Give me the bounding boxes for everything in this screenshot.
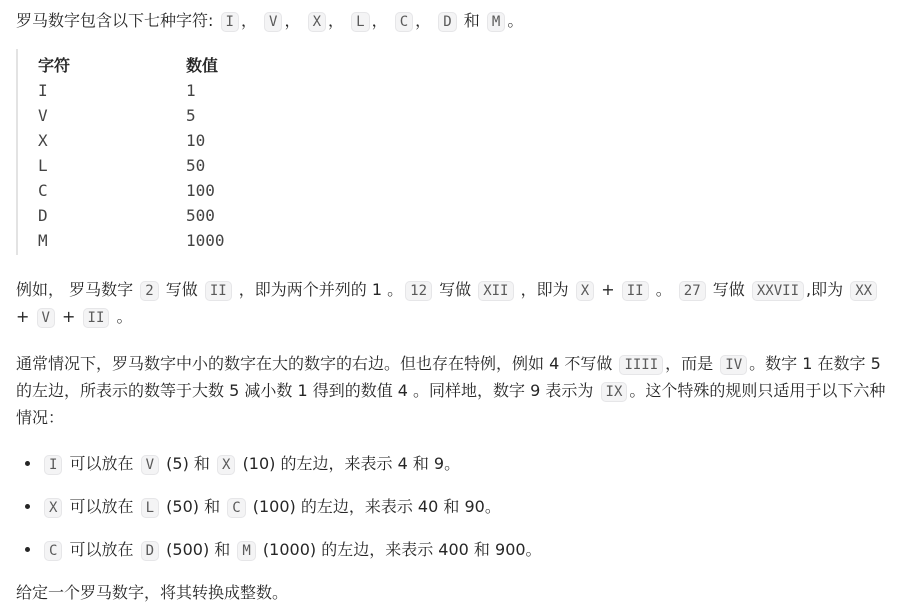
row-symbol: X xyxy=(38,131,48,150)
text: (10) 的左边，来表示 4 和 9。 xyxy=(242,454,461,473)
text: 。这个特殊的规则只适用于以下六种情况： xyxy=(16,381,886,427)
header-value: 数值 xyxy=(186,56,219,75)
special-cases-list xyxy=(16,451,889,564)
period: 。 xyxy=(507,11,524,30)
table-row xyxy=(38,128,889,153)
code-number: 2 xyxy=(140,281,158,301)
text: 可以放在 xyxy=(69,540,134,559)
text: 写做 xyxy=(165,280,198,299)
code-number: 27 xyxy=(679,281,706,301)
separator: ， xyxy=(284,11,301,30)
text: ，即为 xyxy=(520,280,569,299)
table-row xyxy=(38,103,889,128)
row-value: 10 xyxy=(186,131,206,150)
closing-paragraph: 给定一个罗马数字，将其转换成整数。 xyxy=(16,583,289,602)
text: 可以放在 xyxy=(69,497,134,516)
row-symbol: L xyxy=(38,156,48,175)
row-value: 1 xyxy=(186,81,196,100)
code-roman: C xyxy=(227,498,245,518)
rule-paragraph xyxy=(16,351,889,431)
text: 可以放在 xyxy=(69,454,134,473)
row-symbol: D xyxy=(38,206,48,225)
row-symbol: C xyxy=(38,181,48,200)
row-symbol: M xyxy=(38,231,48,250)
table-row xyxy=(38,78,889,103)
code-roman: IV xyxy=(720,355,747,375)
code-roman: V xyxy=(141,455,159,475)
code-symbol-m: M xyxy=(487,12,505,32)
table-row xyxy=(38,203,889,228)
code-roman: D xyxy=(141,541,159,561)
intro-text: 罗马数字包含以下七种字符: xyxy=(16,11,214,30)
text: 例如， 罗马数字 xyxy=(16,280,134,299)
code-symbol-i: I xyxy=(221,12,239,32)
code-symbol-x: X xyxy=(308,12,326,32)
code-symbol-c: C xyxy=(395,12,413,32)
text: ，而是 xyxy=(665,354,714,373)
code-symbol-v: V xyxy=(264,12,282,32)
code-roman: X xyxy=(44,498,62,518)
intro-paragraph xyxy=(16,8,889,35)
code-roman: XXVII xyxy=(752,281,804,301)
symbol-value-table xyxy=(16,49,889,255)
code-symbol-l: L xyxy=(351,12,369,32)
code-roman: XX xyxy=(850,281,877,301)
code-roman: M xyxy=(237,541,255,561)
list-item xyxy=(42,494,889,521)
code-roman: X xyxy=(217,455,235,475)
example-paragraph xyxy=(16,277,889,331)
list-item xyxy=(42,451,889,478)
conjunction: 和 xyxy=(463,11,480,30)
text: 通常情况下，罗马数字中小的数字在大的数字的右边。但也存在特例，例如 4 不写做 xyxy=(16,354,613,373)
text: (50) 和 xyxy=(166,497,221,516)
header-symbol: 字符 xyxy=(38,56,71,75)
code-symbol-d: D xyxy=(438,12,456,32)
table-row xyxy=(38,153,889,178)
row-value: 50 xyxy=(186,156,206,175)
code-roman: C xyxy=(44,541,62,561)
text: ,即为 xyxy=(806,280,844,299)
plus-sign: + xyxy=(601,280,615,299)
text: 。 xyxy=(116,307,133,326)
text: 。数字 1 在数字 5 的左边，所表示的数等于大数 5 减小数 1 得到的数值 4 。同样地，数字 9 表示为 xyxy=(16,354,881,400)
text: (100) 的左边，来表示 40 和 90。 xyxy=(252,497,501,516)
plus-sign: + xyxy=(62,307,76,326)
code-roman: X xyxy=(576,281,594,301)
row-value: 500 xyxy=(186,206,215,225)
text: 。 xyxy=(655,280,672,299)
table-row xyxy=(38,228,889,253)
code-roman: V xyxy=(37,308,55,328)
code-roman: II xyxy=(622,281,649,301)
code-roman: IX xyxy=(601,382,628,402)
separator: ， xyxy=(371,11,388,30)
code-roman: I xyxy=(44,455,62,475)
text: ，即为两个并列的 1 。 xyxy=(238,280,404,299)
row-value: 5 xyxy=(186,106,196,125)
text: 写做 xyxy=(712,280,745,299)
code-roman: XII xyxy=(478,281,513,301)
table-row xyxy=(38,178,889,203)
row-symbol: I xyxy=(38,81,48,100)
list-item xyxy=(42,537,889,564)
text: (500) 和 xyxy=(166,540,231,559)
text: (5) 和 xyxy=(166,454,210,473)
code-roman: IIII xyxy=(619,355,663,375)
row-symbol: V xyxy=(38,106,48,125)
code-roman: II xyxy=(83,308,110,328)
code-roman: II xyxy=(205,281,232,301)
separator: ， xyxy=(240,11,257,30)
plus-sign: + xyxy=(16,307,30,326)
row-value: 1000 xyxy=(186,231,225,250)
code-roman: L xyxy=(141,498,159,518)
row-value: 100 xyxy=(186,181,215,200)
separator: ， xyxy=(415,11,432,30)
code-number: 12 xyxy=(405,281,432,301)
text: (1000) 的左边，来表示 400 和 900。 xyxy=(262,540,542,559)
separator: ， xyxy=(328,11,345,30)
table-header xyxy=(38,53,889,78)
text: 写做 xyxy=(439,280,472,299)
